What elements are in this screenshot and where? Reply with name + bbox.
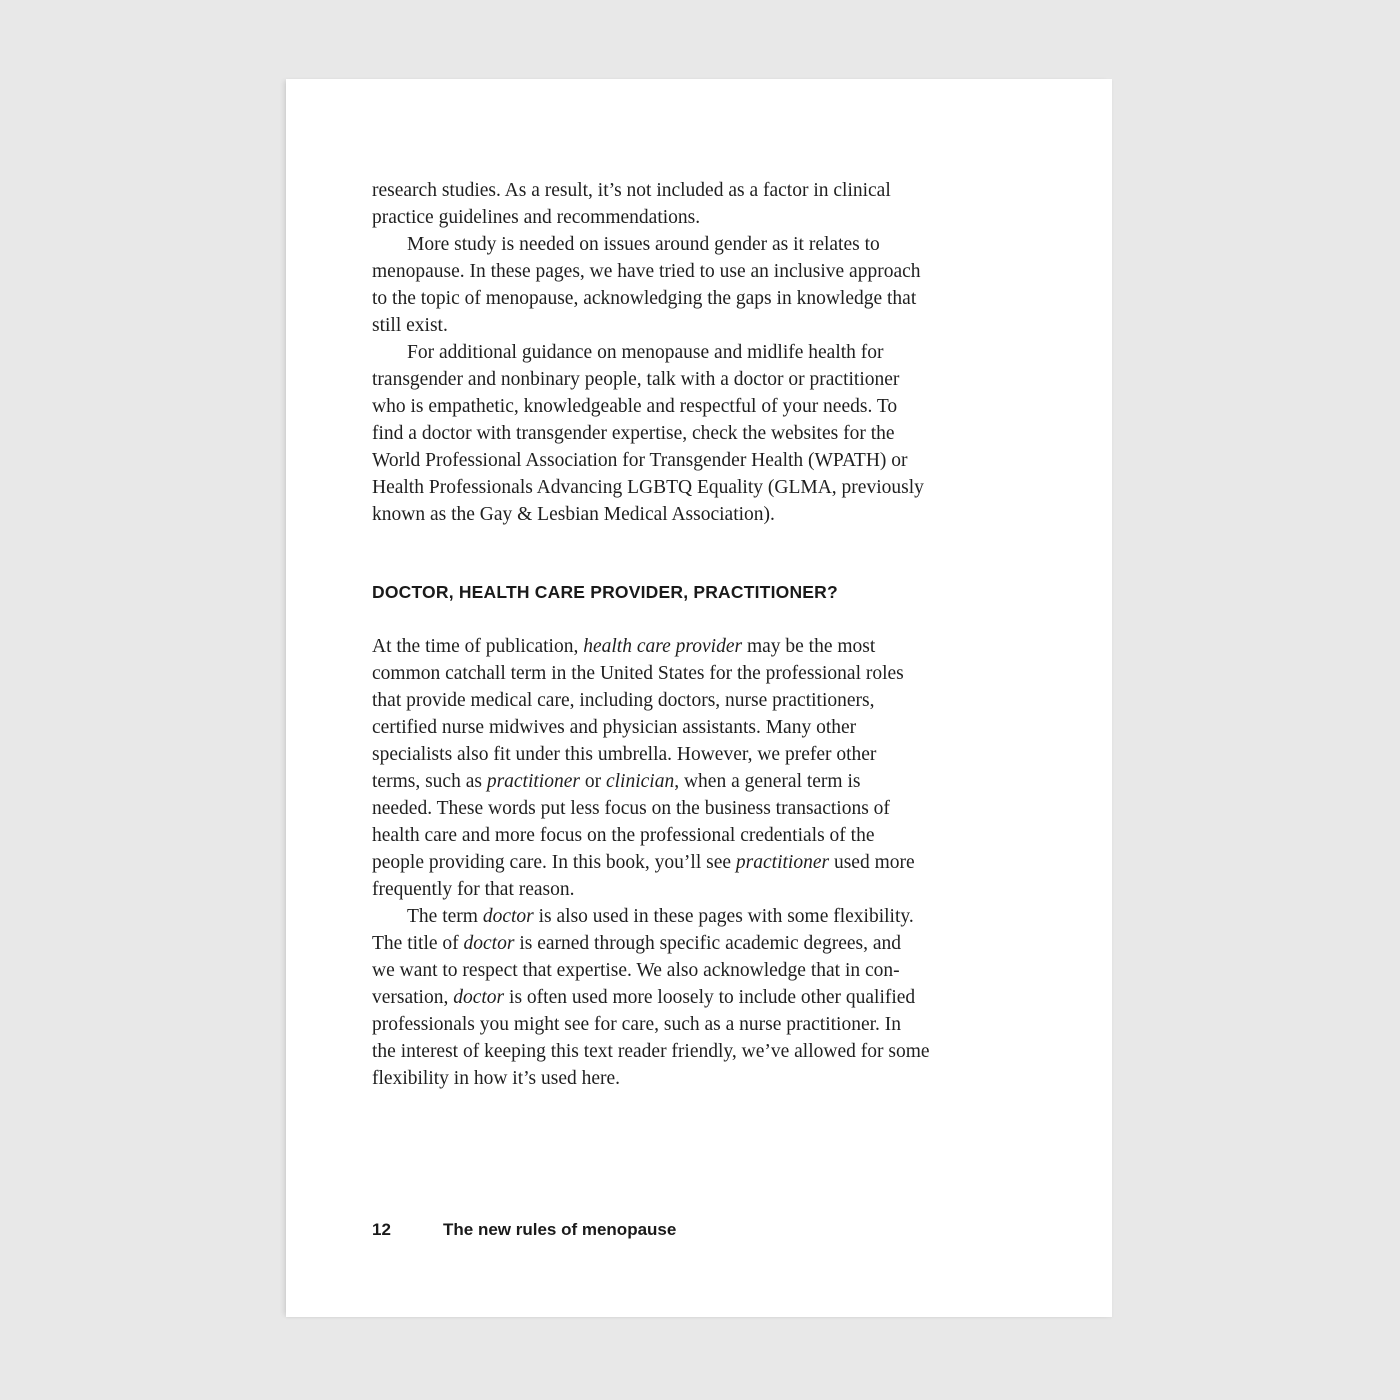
text-line: More study is needed on issues around gender as it relates to bbox=[407, 234, 880, 255]
text-line: that provide medical care, including doctors, nurse practitioners, bbox=[372, 690, 875, 711]
page-footer bbox=[372, 1220, 676, 1240]
text-line: professionals you might see for care, such as a nurse practitioner. In bbox=[372, 1014, 902, 1035]
text-line: terms, such as practitioner or clinician, when a general term is bbox=[372, 771, 861, 792]
text-line: Health Professionals Advancing LGBTQ Equality (GLMA, previously bbox=[372, 477, 924, 498]
text-line: transgender and nonbinary people, talk with a doctor or practitioner bbox=[372, 369, 900, 390]
text-line: specialists also fit under this umbrella. However, we prefer other bbox=[372, 744, 877, 765]
text-line: still exist. bbox=[372, 315, 448, 336]
paragraph bbox=[372, 231, 1012, 339]
text-line: World Professional Association for Transgender Health (WPATH) or bbox=[372, 450, 908, 471]
page-number: 12 bbox=[372, 1220, 391, 1239]
book-page bbox=[286, 79, 1112, 1317]
page-body-text bbox=[372, 177, 1012, 1092]
paragraph bbox=[372, 177, 1012, 231]
text-line: find a doctor with transgender expertise, check the websites for the bbox=[372, 423, 895, 444]
text-line: health care and more focus on the professional credentials of the bbox=[372, 825, 875, 846]
text-line: menopause. In these pages, we have tried to use an inclusive approach bbox=[372, 261, 921, 282]
paragraph bbox=[372, 633, 1012, 903]
text-line: known as the Gay & Lesbian Medical Association). bbox=[372, 504, 775, 525]
text-line: flexibility in how it’s used here. bbox=[372, 1068, 621, 1089]
text-line: For additional guidance on menopause and midlife health for bbox=[407, 342, 884, 363]
text-line: people providing care. In this book, you’ll see practitioner used more bbox=[372, 852, 915, 873]
text-line: certified nurse midwives and physician assistants. Many other bbox=[372, 717, 857, 738]
text-line: common catchall term in the United States for the professional roles bbox=[372, 663, 904, 684]
text-line: At the time of publication, health care provider may be the most bbox=[372, 636, 876, 657]
section-heading: DOCTOR, HEALTH CARE PROVIDER, PRACTITIONER? bbox=[372, 582, 838, 602]
text-line: needed. These words put less focus on the business transactions of bbox=[372, 798, 890, 819]
text-line: practice guidelines and recommendations. bbox=[372, 207, 701, 228]
text-line: The title of doctor is earned through specific academic degrees, and bbox=[372, 933, 902, 954]
text-line: we want to respect that expertise. We also acknowledge that in con- bbox=[372, 960, 900, 981]
text-line: versation, doctor is often used more loosely to include other qualified bbox=[372, 987, 916, 1008]
text-line: frequently for that reason. bbox=[372, 879, 575, 900]
text-line: the interest of keeping this text reader friendly, we’ve allowed for some bbox=[372, 1041, 930, 1062]
text-line: who is empathetic, knowledgeable and respectful of your needs. To bbox=[372, 396, 898, 417]
text-line: The term doctor is also used in these pages with some flexibility. bbox=[407, 906, 914, 927]
text-line: research studies. As a result, it’s not included as a factor in clinical bbox=[372, 180, 891, 201]
paragraph bbox=[372, 903, 1012, 1092]
running-title: The new rules of menopause bbox=[443, 1220, 677, 1239]
text-line: to the topic of menopause, acknowledging the gaps in knowledge that bbox=[372, 288, 917, 309]
paragraph bbox=[372, 339, 1012, 528]
